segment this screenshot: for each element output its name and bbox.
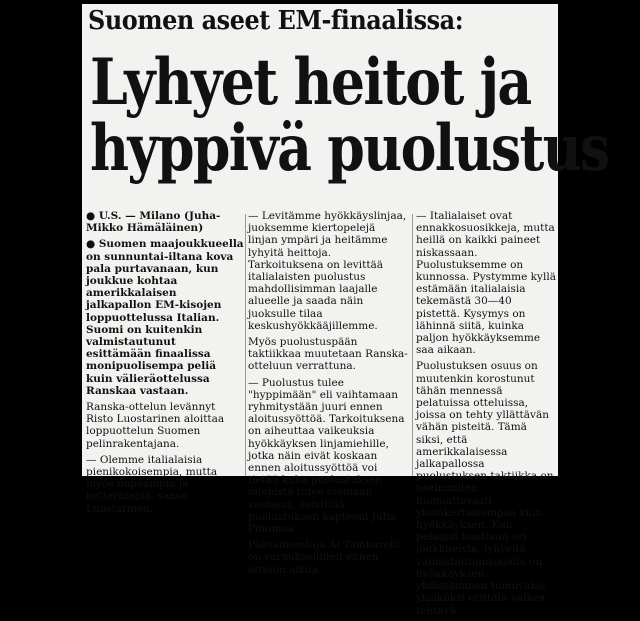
body-paragraph: Puolustuksen osuus on muutenkin korostunut tähän mennessä pelatuissa otteluissa, joissa on tehty yllättävän vähän pisteitä. Tämä siksi, että amerikkalaisessa jalkapallossa puolustuksen taktiikka on useimmiten huomattavasti yksinkertaisempaa kuin hyökkäyksen. Kun pelaajat koottaan eri joukkueista, lyhyellä valmistautumisajalla on hyökkäyksen yhdistäminen toimivaksi yksiköksi erittäin vaikea tehtävä. bbox=[416, 360, 554, 617]
body-paragraph: — Olemme italialaisia pienikokoisempia, mutta myös nopeampia ja ketterämpiä, sanoo Luostarinen. bbox=[86, 453, 218, 515]
main-headline bbox=[90, 45, 609, 186]
body-paragraph: Ranska-ottelun levännyt Risto Luostarinen aloittaa loppuottelun Suomen pelinrakentajana. bbox=[86, 401, 225, 450]
kicker-headline: Suomen aseet EM-finaalissa: bbox=[88, 6, 464, 36]
headline-line-1: Lyhyet heitot ja bbox=[90, 45, 531, 120]
body-paragraph: Myös puolustuspään taktiikkaa muutetaan Ranska-otteluun verrattuna. bbox=[248, 336, 408, 373]
column-2 bbox=[248, 210, 408, 580]
column-divider bbox=[245, 214, 246, 476]
dateline: ● U.S. — Milano (Juha-Mikko Hämäläinen) bbox=[86, 210, 244, 234]
body-paragraph: — Puolustus tulee "hyppimään" eli vaihtamaan ryhmitystään juuri ennen aloitussyöttöä. Tarkoituksena on aiheuttaa vaikeuksia hyökkäyksen linjamiehille, jotka näin eivät koskaan ennen aloitussyöttöä voi tietää kuka puolustuksen miehistä tulee olemaan vastassa, selvittää puolustuksen kapteeni Juha Pinomaa. bbox=[248, 376, 405, 536]
body-paragraph: — Italialaiset ovat ennakkosuosikkeja, mutta heillä on kaikki paineet niskassaan. Puolustuksemme on kunnossa. Pystymme kyllä estämään italialaisia tekemästä 30—40 pistettä. Kysymys on lähinnä siitä, kuinka paljon hyökkäyksemme saa aikaan. bbox=[416, 210, 556, 357]
column-3 bbox=[416, 210, 556, 621]
column-divider bbox=[412, 214, 413, 476]
body-paragraph: Päävalmentaja Al Tambarelli on varauksellinen ennen ottelun alkua: bbox=[248, 539, 400, 576]
lede-paragraph: ● Suomen maajoukkueella on sunnuntai-iltana kova pala purtavanaan, kun joukkue kohtaa amerikkalaisen jalkapallon EM-kisojen loppuottelussa Italian. Suomi on kuitenkin valmistautunut esittämään finaalissa monipuolisempa peliä kuin välieräottelussa Ranskaa vastaan. bbox=[86, 238, 244, 397]
headline-line-2: hyppivä puolustus bbox=[90, 111, 609, 186]
column-1 bbox=[86, 210, 244, 519]
body-paragraph: — Levitämme hyökkäyslinjaa, juoksemme kiertopelejä linjan ympäri ja heitämme lyhyitä heittoja. Tarkoituksena on levittää italialaisten puolustus mahdollisimman laajalle alueelle ja saada näin juoksulle tilaa keskushyökkääjillemme. bbox=[248, 210, 407, 332]
newspaper-clipping bbox=[82, 4, 609, 617]
